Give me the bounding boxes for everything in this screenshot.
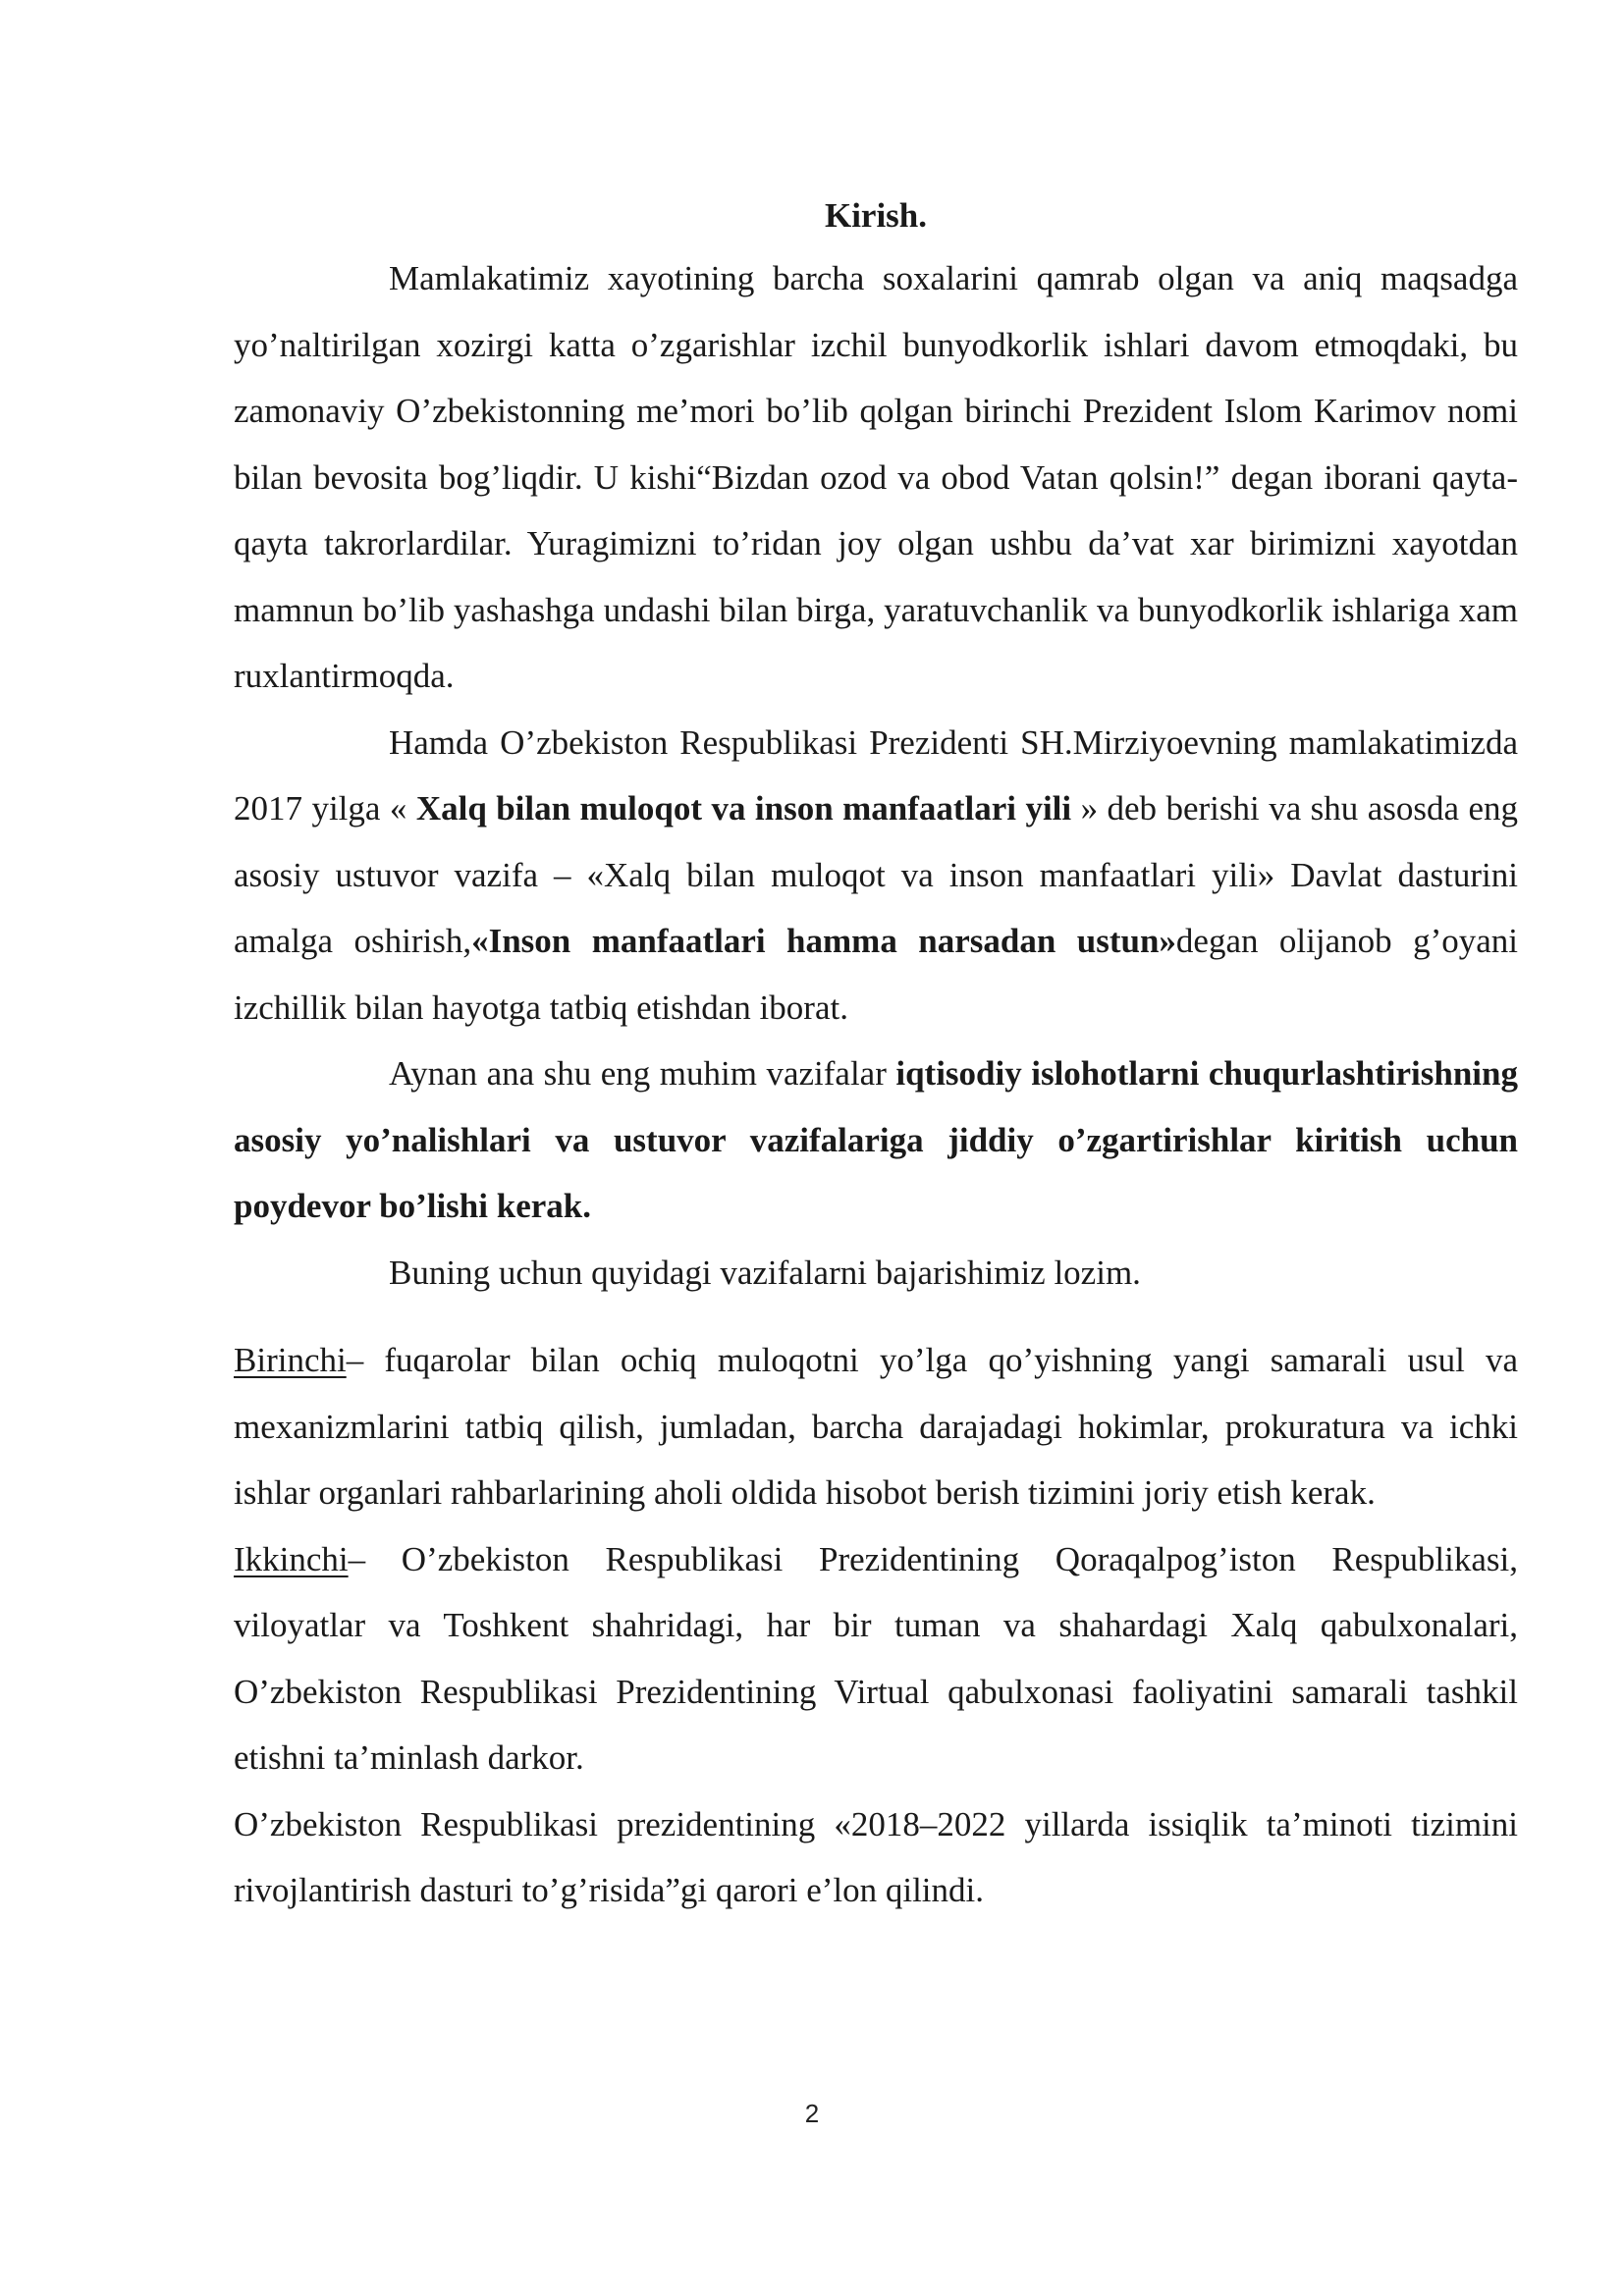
- paragraph-text: – fuqarolar bilan ochiq muloqotni yo’lga qo’yishning yangi samarali usul va mexanizmlarini tatbiq qilish, jumladan, barcha darajadagi hokimlar, prokuratura va ichki ishlar organlari rahbarlarining aholi oldida hisobot berish tizimini joriy etish kerak.: [234, 1341, 1518, 1512]
- paragraph-resolution: O’zbekiston Respublikasi prezidentining «2018–2022 yillarda issiqlik ta’minoti tizimini rivojlantirish dasturi to’g’risida”gi qarori e’lon qilindi.: [234, 1804, 1518, 1909]
- paragraph-first-task: [234, 1327, 1518, 1526]
- bold-reforms-text: iqtisodiy islohotlarni chuqurlashtirishning asosiy yo’nalishlari va ustuvor vazifalariga jiddiy o’zgartirishlar kiritish uchun poydevor bo’lishi kerak.: [234, 1054, 1518, 1225]
- second-task-label: Ikkinchi: [234, 1539, 349, 1578]
- document-body: [234, 187, 1518, 1924]
- paragraph-reforms: [234, 1041, 1518, 1240]
- first-task-label: Birinchi: [234, 1341, 347, 1379]
- paragraph-president-year: [234, 710, 1518, 1041]
- paragraph-text: » deb berishi va shu asosda eng asosiy ustuvor vazifa – «Xalq bilan muloqot va inson manfaatlari yili» Davlat dasturini amalga oshirish,: [234, 789, 1519, 960]
- paragraph-second-task: [234, 1526, 1518, 1791]
- paragraph-text: – O’zbekiston Respublikasi Prezidentining Qoraqalpog’iston Respublikasi, viloyatlar va Toshkent shahridagi, har bir tuman va shahardagi Xalq qabulxonalari, O’zbekiston Respublikasi Prezidentining Virtual qabulxonasi faoliyatini samarali tashkil etishni ta’minlash darkor.: [234, 1539, 1518, 1777]
- bold-year-name: Xalq bilan muloqot va inson manfaatlari yili: [415, 789, 1072, 828]
- bold-slogan: «Inson manfaatlari hamma narsadan ustun»: [471, 922, 1176, 960]
- paragraph-text: Hamda O’zbekiston Respublikasi Prezidenti SH.Mirziyoevning mamlakatimizda 2017 yilga «: [234, 722, 1518, 828]
- page-title: Kirish.: [824, 196, 928, 235]
- paragraph-text: degan olijanob g’oyani izchillik bilan hayotga tatbiq etishdan iborat.: [234, 922, 1518, 1027]
- paragraph-tasks-intro: Buning uchun quyidagi vazifalarni bajarishimiz lozim.: [389, 1253, 1141, 1292]
- paragraph-intro: Mamlakatimiz xayotining barcha soxalarini qamrab olgan va aniq maqsadga yo’naltirilgan xozirgi katta o’zgarishlar izchil bunyodkorlik ishlari davom etmoqdaki, bu zamonaviy O’zbekistonning me’mori bo’lib qolgan birinchi Prezident Islom Karimov nomi bilan bevosita bog’liqdir. U kishi“Bizdan ozod va obod Vatan qolsin!” degan iborani qayta-qayta takrorlardilar. Yuragimizni to’ridan joy olgan ushbu da’vat xar birimizni xayotdan mamnun bo’lib yashashga undashi bilan birga, yaratuvchanlik va bunyodkorlik ishlariga xam ruxlantirmoqda.: [234, 259, 1518, 695]
- paragraph-text: Aynan ana shu eng muhim vazifalar: [389, 1054, 896, 1093]
- page-number: 2: [804, 2099, 820, 2128]
